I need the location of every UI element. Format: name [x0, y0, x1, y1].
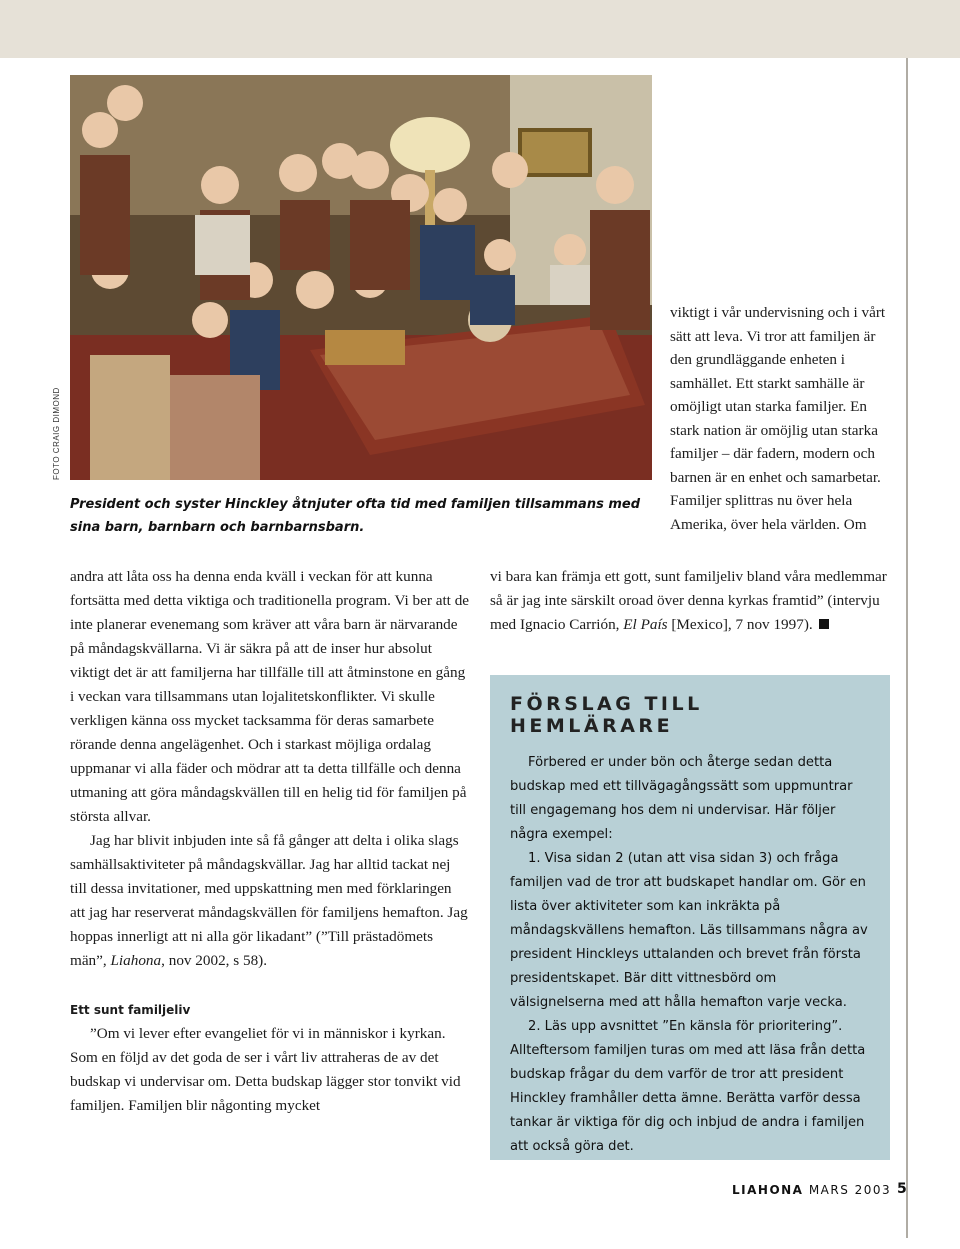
source-reference: , nov 2002, s 58). [161, 952, 268, 969]
section-heading: Ett sunt familjeliv [70, 1003, 191, 1017]
source-title: Liahona [110, 952, 162, 969]
left-column [70, 565, 470, 1118]
photo-caption: President och syster Hinckley åtnjuter ofta tid med familjen tillsammans med sina barn, barnbarn och barnbarnsbarn. [70, 497, 641, 535]
sidebar-item: 2. Läs upp avsnittet ”En känsla för prioritering”. Allteftersom familjen turas om med att läsa från detta budskap frågar du dem varför de tror att president Hinckley framhåller detta ämne. Berätta varför dessa tankar är viktiga för dig och inbjud de andra i familjen att också göra det. [510, 1019, 866, 1154]
body-paragraph: viktigt i vår undervisning och i vårt sätt att leva. Vi tror att familjen är den grundläggande enheten i samhället. Ett starkt samhälle är omöjligt utan starka familjer. En stark nation är omöjlig utan starka familjer – där fadern, modern och barnen är en enhet och samarbetar. Familjer splittras nu över hela Amerika, över hela världen. Om [670, 304, 886, 533]
body-paragraph [70, 829, 470, 973]
paragraph-text: vi bara kan främja ett gott, sunt familjeliv bland våra medlemmar så är jag inte särskilt oroad över denna kyrkas framtid” (intervju med Ignacio Carrión, [490, 568, 887, 633]
right-column-lower [490, 565, 900, 637]
body-paragraph [490, 565, 900, 637]
end-of-article-mark [819, 619, 829, 629]
page-number: 5 [897, 1181, 907, 1197]
body-paragraph: andra att låta oss ha denna enda kväll i veckan för att kunna fortsätta med detta viktiga och traditionella program. Vi ber att de inte planerar evenemang som kräver att våra barn är närvarande på måndagskvällarna. Vi är säkra på att de inser hur absolut viktigt det är att familjerna har tillfälle till att åtminstone en gång i veckan vara tillsammans utan lojalitetskonflikter. Vi skulle verkligen känna oss mycket tacksamma för deras samarbete rörande denna angelägenhet. Och i starkast möjliga ordalag uppmanar vi alla fäder och mödrar att ta detta tillfälle och denna utmaning att göra måndagskvällen till en helig tid för familjen på största allvar. [70, 568, 470, 825]
sidebar-item: 1. Visa sidan 2 (utan att visa sidan 3) och fråga familjen vad de tror att budskapet handlar om. Gör en lista över aktiviteter som kan inkräkta på måndagskvällens hemafton. Läs tillsammans några av president Hinckleys uttalanden och brevet från första presidentskapet. Bär ditt vittnesbörd om välsignelserna med att hålla hemafton varje vecka. [510, 851, 868, 1010]
body-paragraph: ”Om vi lever efter evangeliet för vi in människor i kyrkan. Som en följd av det goda de ser i vårt liv attraheras de av det budskap vi undervisar om. Detta budskap lägger stor tonvikt vid familjen. Familjen blir någonting mycket [70, 1025, 461, 1114]
sidebar-title: FÖRSLAG TILL HEMLÄRARE [510, 693, 703, 737]
issue-date: MARS 2003 [808, 1183, 892, 1197]
source-reference: [Mexico], 7 nov 1997). [667, 616, 813, 633]
home-teacher-sidebar [490, 675, 890, 1160]
page-frame-line [906, 58, 908, 1238]
sidebar-intro: Förbered er under bön och återge sedan detta budskap med ett tillvägagångssätt som uppmuntrar till engagemang hos dem ni undervisar. Här följer några exempel: [510, 755, 853, 842]
magazine-name: LIAHONA [732, 1183, 804, 1197]
photo-credit: FOTO CRAIG DIMOND [52, 387, 61, 480]
top-decorative-band [0, 0, 960, 58]
page-footer [732, 1181, 907, 1197]
source-title: El País [623, 616, 668, 633]
family-photo [70, 75, 652, 480]
right-column-upper [670, 301, 900, 536]
paragraph-text: Jag har blivit inbjuden inte så få gånger att delta i olika slags samhällsaktiviteter på måndagskvällar. Jag har alltid tackat nej till dessa invitationer, med uppskattning men med förklaringen att jag har reserverat måndagskvällen för familjens hemafton. Jag hoppas innerligt att ni alla gör likadant” (”Till prästadömets män”, [70, 832, 468, 969]
